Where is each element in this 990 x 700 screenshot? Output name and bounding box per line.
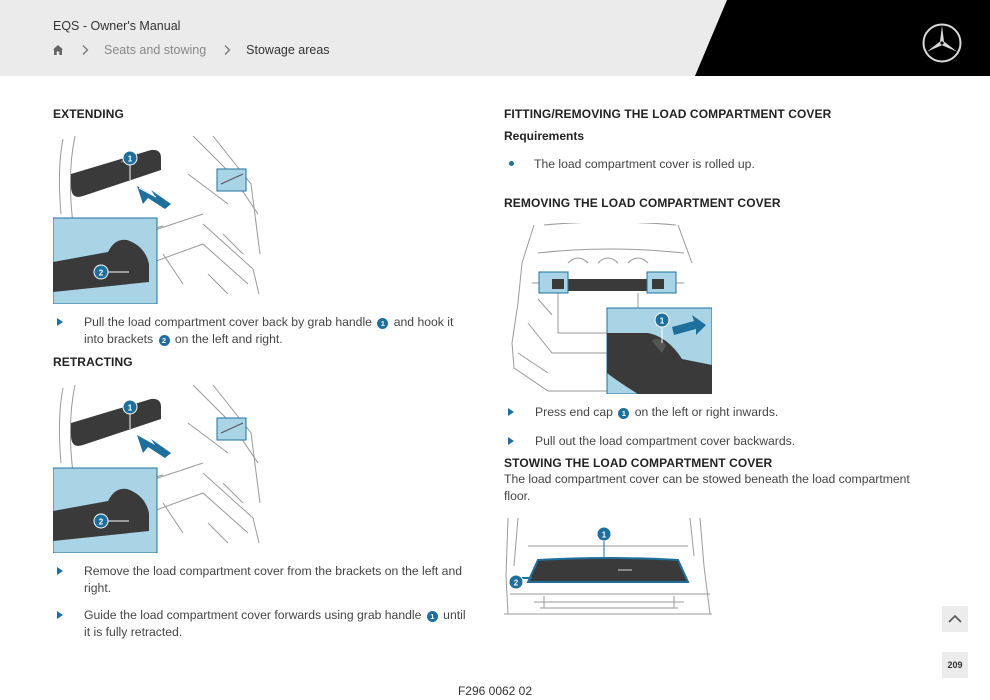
bullet-marker	[508, 408, 514, 416]
breadcrumb	[52, 42, 330, 58]
breadcrumb-item-current: Stowage areas	[246, 43, 330, 57]
requirement-rolled-up: The load compartment cover is rolled up.	[534, 157, 755, 171]
heading-retracting: RETRACTING	[53, 355, 133, 369]
callout-2: 2	[98, 517, 104, 527]
illustration-extending	[53, 134, 261, 304]
callout-1-inline: 1	[377, 318, 388, 329]
instruction-text: Guide the load compartment cover forwards using grab handle	[84, 608, 422, 622]
requirements-label: Requirements	[504, 129, 585, 143]
chevron-right-icon	[80, 44, 90, 56]
callout-1-inline: 1	[427, 611, 438, 622]
instruction-pull-out: Pull out the load compartment cover backwards.	[535, 434, 796, 448]
home-icon[interactable]	[52, 44, 64, 56]
heading-fitting-removing: FITTING/REMOVING THE LOAD COMPARTMENT COVER	[504, 107, 832, 121]
instruction-text: Pull the load compartment cover back by grab handle	[84, 315, 372, 329]
chevron-right-icon	[222, 44, 232, 56]
callout-1: 1	[127, 154, 133, 164]
illustration-removing	[508, 223, 712, 394]
callout-2: 2	[98, 268, 104, 278]
callout-1-inline: 1	[618, 408, 629, 419]
instruction-guide-forwards	[84, 607, 474, 640]
instruction-press-end-cap	[535, 404, 778, 421]
heading-removing: REMOVING THE LOAD COMPARTMENT COVER	[504, 196, 781, 210]
callout-2-inline: 2	[159, 335, 170, 346]
bullet-marker	[57, 567, 63, 575]
heading-stowing: STOWING THE LOAD COMPARTMENT COVER	[504, 456, 773, 470]
bullet-marker	[508, 437, 514, 445]
stowing-description: The load compartment cover can be stowed beneath the load compartment floor.	[504, 472, 910, 503]
callout-2: 2	[513, 578, 519, 588]
instruction-text: Press end cap	[535, 405, 613, 419]
instruction-remove-brackets: Remove the load compartment cover from the brackets on the left and right.	[84, 564, 463, 595]
heading-extending: EXTENDING	[53, 107, 124, 121]
illustration-retracting	[53, 383, 261, 553]
bullet-marker	[57, 611, 63, 619]
illustration-stowing	[504, 516, 712, 616]
instruction-text: on the left or right inwards.	[634, 405, 779, 419]
instruction-text: on the left and right.	[174, 331, 283, 346]
instruction-extend	[84, 314, 464, 347]
breadcrumb-item-seats[interactable]: Seats and stowing	[104, 43, 207, 57]
page-number: 209	[942, 652, 968, 678]
bullet-dot	[509, 161, 514, 166]
app-title: EQS - Owner's Manual	[53, 19, 181, 33]
scroll-top-button[interactable]	[942, 606, 968, 632]
instruction-text: until it is fully retracted.	[84, 608, 466, 639]
callout-1: 1	[601, 530, 607, 540]
callout-1: 1	[659, 316, 665, 326]
mercedes-star-icon[interactable]	[921, 22, 963, 64]
callout-1: 1	[127, 403, 133, 413]
figure-code: F296 0062 02	[457, 684, 533, 698]
instruction-text: and hook it into brackets	[84, 315, 454, 346]
chevron-up-icon	[947, 614, 963, 624]
bullet-marker	[57, 318, 63, 326]
